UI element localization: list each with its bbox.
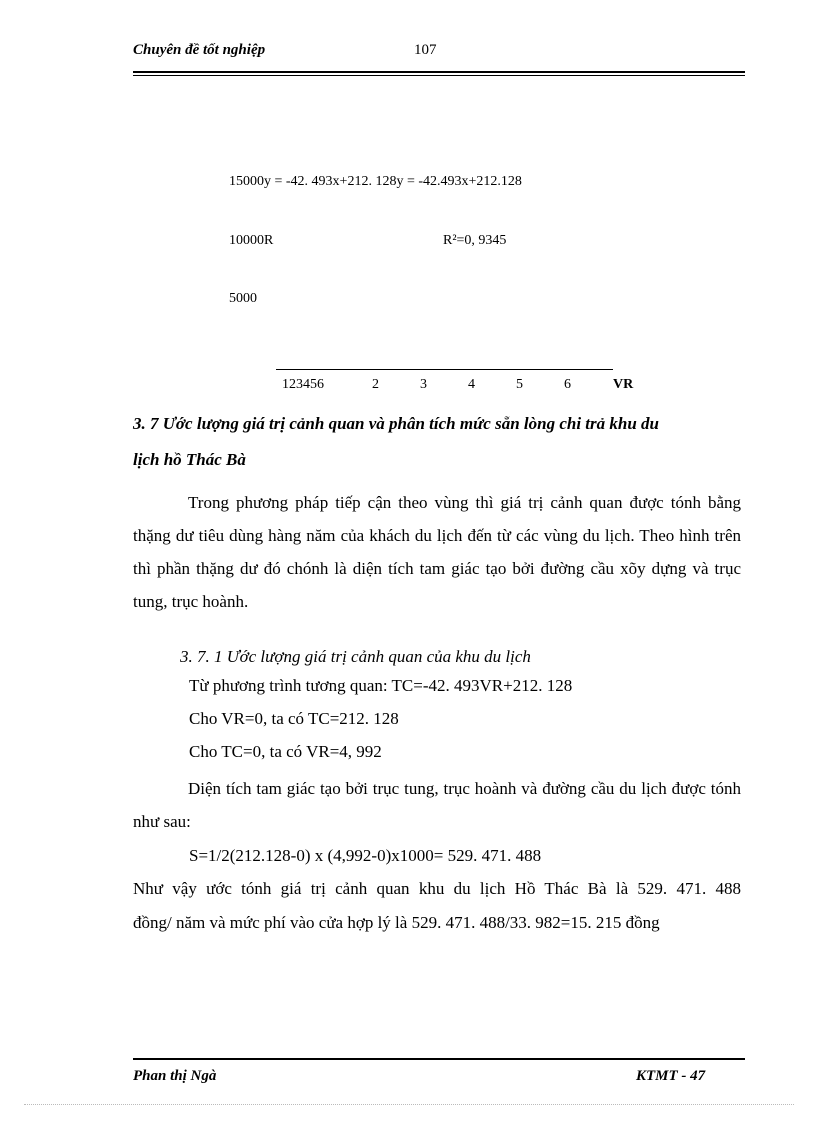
chart-r-squared: R²=0, 9345: [443, 233, 507, 248]
chart-x-tick: 4: [468, 377, 475, 392]
chart-x-axis-label: VR: [613, 377, 634, 392]
header-page-number: 107: [414, 42, 437, 58]
subsection-heading: 3. 7. 1 Ước lượng giá trị cảnh quan của khu du lịch: [180, 647, 531, 666]
chart-x-tick: 5: [516, 377, 523, 392]
paragraph-intro-text: Trong phương pháp tiếp cận theo vùng thì giá trị cảnh quan được tónh bằng thặng dư tiêu dùng hàng năm của khách du lịch đến từ các vùng du lịch. Theo hình trên thì phần thặng dư đó chónh là diện tích tam giác tạo bởi đường cầu xõy dựng và trục tung, trục hoành.: [133, 493, 741, 611]
footer-code: KTMT - 47: [636, 1068, 706, 1084]
footer-rule: [133, 1058, 745, 1060]
chart-equation-line: 15000y = -42. 493x+212. 128y = -42.493x+212.128: [229, 174, 522, 189]
equation-line: Từ phương trình tương quan: TC=-42. 493VR+212. 128: [189, 676, 573, 695]
section-heading-cont: lịch hồ Thác Bà: [133, 450, 246, 469]
section-heading: 3. 7 Ước lượng giá trị cảnh quan và phân tích mức sẵn lòng chi trả khu du: [133, 414, 660, 433]
equation-line: Cho VR=0, ta có TC=212. 128: [189, 709, 399, 728]
paragraph-area: [133, 772, 741, 838]
paragraph-intro: [133, 486, 741, 618]
header-rule: [133, 71, 745, 73]
footer-author: Phan thị Ngà: [133, 1068, 217, 1084]
paragraph-conclusion-line: Như vậy ước tónh giá trị cảnh quan khu du lịch Hồ Thác Bà là 529. 471. 488: [133, 879, 741, 898]
formula-line: S=1/2(212.128-0) x (4,992-0)x1000= 529. 471. 488: [189, 846, 542, 865]
chart-label-10000: 10000R: [229, 233, 274, 248]
chart-x-tick: 123456: [282, 377, 324, 392]
paragraph-conclusion-line: đồng/ năm và mức phí vào cửa hợp lý là 529. 471. 488/33. 982=15. 215 đồng: [133, 913, 660, 932]
chart-x-axis: [276, 369, 613, 370]
chart-x-tick: 3: [420, 377, 427, 392]
header-title: Chuyên đề tốt nghiệp: [133, 42, 266, 58]
paragraph-area-text: Diện tích tam giác tạo bởi trục tung, trục hoành và đường cầu du lịch được tónh như sau:: [133, 779, 741, 831]
chart-x-tick: 6: [564, 377, 571, 392]
page-bottom-dotted-line: [24, 1104, 794, 1105]
chart-x-tick: 2: [372, 377, 379, 392]
header-rule-thin: [133, 75, 745, 76]
chart-label-5000: 5000: [229, 291, 257, 306]
equation-line: Cho TC=0, ta có VR=4, 992: [189, 742, 382, 761]
